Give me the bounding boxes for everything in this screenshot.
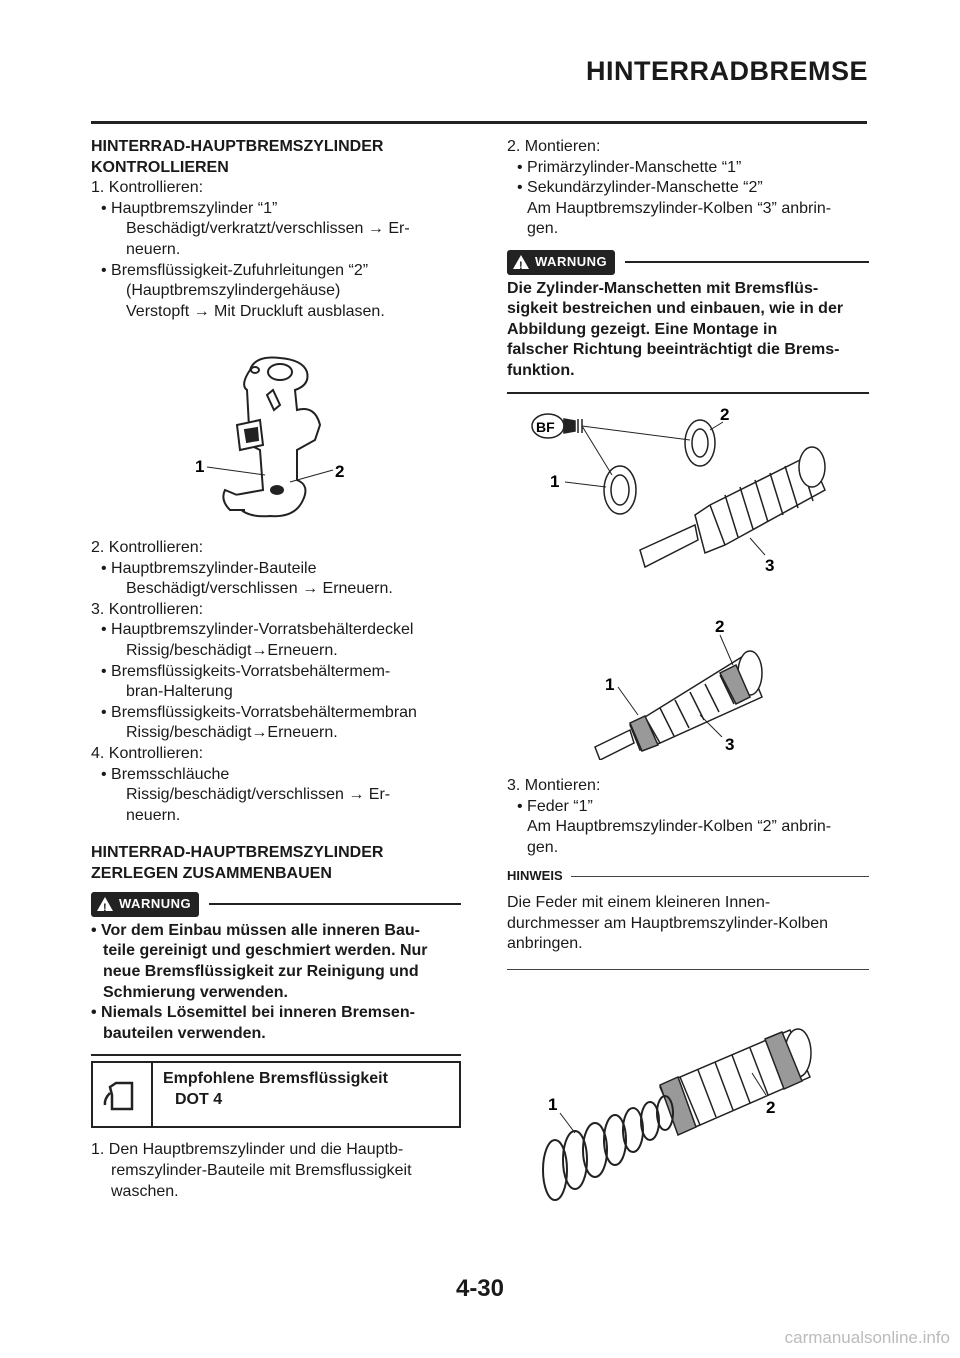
warning-line: teile gereinigt und geschmiert werden. Nur <box>103 942 428 960</box>
figure-label: 1 <box>550 472 560 491</box>
header-rule <box>91 121 867 124</box>
step: 3. Montieren: <box>507 777 601 794</box>
step: 1. Kontrollieren: <box>91 179 204 197</box>
text: Rissig/beschädigt/verschlissen → Er- <box>126 786 391 804</box>
warning-badge <box>91 892 199 917</box>
text: Beschädigt/verschlissen → Erneuern. <box>126 580 393 598</box>
figure-label: 2 <box>720 405 730 424</box>
text: gen. <box>527 838 559 856</box>
step: 2. Montieren: <box>507 138 601 155</box>
text: waschen. <box>111 1182 179 1200</box>
warning-line: neue Bremsflüssigkeit zur Reinigung und <box>103 962 419 980</box>
note-text <box>507 893 869 955</box>
section-heading: HINTERRAD-HAUPTBREMSZYLINDER <box>91 138 384 155</box>
text: remszylinder-Bauteile mit Bremsflussigkeit <box>111 1161 412 1179</box>
warning-icon: ! <box>513 255 529 269</box>
section-heading: HINTERRAD-HAUPTBREMSZYLINDER <box>91 844 384 861</box>
page-number: 4-30 <box>455 1275 505 1302</box>
warning-line: Die Zylinder-Manschetten mit Bremsflüs- <box>507 279 819 297</box>
text: Verstopft → Mit Druckluft ausblasen. <box>126 302 385 320</box>
note-line: durchmesser am Hauptbremszylinder-Kolben <box>507 914 829 932</box>
text: Rissig/beschädigt→Erneuern. <box>126 724 338 742</box>
bullet: • Bremsflüssigkeit-Zufuhrleitungen “2” <box>101 261 369 279</box>
warning-header <box>507 250 869 275</box>
piston-assembled-figure <box>590 615 790 760</box>
master-cylinder-figure <box>185 350 355 530</box>
text: neuern. <box>126 240 181 258</box>
text: neuern. <box>126 806 181 824</box>
text: Rissig/beschädigt→Erneuern. <box>126 641 338 659</box>
warning-line: • Vor dem Einbau müssen alle inneren Bau- <box>91 921 420 939</box>
oil-can-icon <box>93 1063 153 1126</box>
box-value: DOT 4 <box>175 1090 223 1108</box>
bullet: • Feder “1” <box>517 797 593 815</box>
figure-label: 1 <box>605 675 615 694</box>
section-heading: ZERLEGEN ZUSAMMENBAUEN <box>91 864 332 882</box>
step: 4. Kontrollieren: <box>91 744 204 762</box>
right-column <box>507 137 869 394</box>
bullet: • Hauptbremszylinder-Vorratsbehälterdeckel <box>101 621 414 639</box>
text: Beschädigt/verkratzt/verschlissen → Er- <box>126 220 410 238</box>
bullet: • Primärzylinder-Manschette “1” <box>517 158 742 176</box>
page-title: HINTERRADBREMSE <box>585 56 868 86</box>
warning-label: WARNUNG <box>119 896 192 912</box>
text: Am Hauptbremszylinder-Kolben “3” anbrin- <box>527 199 832 217</box>
warning-text <box>91 921 461 1045</box>
bullet: • Bremsflüssigkeits-Vorratsbehältermembran <box>101 703 417 721</box>
box-title: Empfohlene Bremsflüssigkeit <box>163 1070 388 1088</box>
step: 2. Kontrollieren: <box>91 539 204 556</box>
warning-rule <box>625 261 869 263</box>
warning-end-rule <box>91 1054 461 1056</box>
note-label: HINWEIS <box>507 868 563 884</box>
warning-line: falscher Richtung beeinträchtigt die Brems- <box>507 341 840 359</box>
figure-label: 1 <box>195 457 205 476</box>
section-heading: KONTROLLIEREN <box>91 158 229 176</box>
warning-text <box>507 279 869 382</box>
note-end-rule <box>507 969 869 970</box>
figure-label: 2 <box>766 1098 776 1117</box>
bullet: • Sekundärzylinder-Manschette “2” <box>517 179 763 197</box>
warning-icon: ! <box>97 897 113 911</box>
recommended-fluid-box <box>91 1061 461 1128</box>
text: gen. <box>527 220 559 238</box>
warning-line: sigkeit bestreichen und einbauen, wie in der <box>507 300 844 318</box>
watermark: carmanualsonline.info <box>784 1328 950 1347</box>
warning-line: Abbildung gezeigt. Eine Montage in <box>507 320 778 338</box>
warning-line: • Niemals Lösemittel bei inneren Bremsen- <box>91 1004 415 1022</box>
warning-header <box>91 892 461 917</box>
figure-label: 1 <box>548 1095 558 1114</box>
figure-label: 3 <box>725 735 735 754</box>
piston-cups-figure <box>520 395 865 595</box>
note-header <box>507 866 869 887</box>
warning-end-rule <box>507 392 869 394</box>
bullet: • Hauptbremszylinder “1” <box>101 199 278 217</box>
note-line: anbringen. <box>507 935 583 953</box>
bf-symbol-text: BF <box>536 419 555 435</box>
figure-label: 3 <box>765 556 775 575</box>
step: 3. Kontrollieren: <box>91 600 204 618</box>
warning-line: funktion. <box>507 361 575 379</box>
warning-rule <box>209 903 461 905</box>
note-line: Die Feder mit einem kleineren Innen- <box>507 893 771 911</box>
warning-label: WARNUNG <box>535 253 608 269</box>
warning-line: Schmierung verwenden. <box>103 983 288 1001</box>
left-section-2 <box>91 843 461 1202</box>
bullet: • Hauptbremszylinder-Bauteile <box>101 559 317 577</box>
text: bran-Halterung <box>126 683 233 701</box>
note-rule <box>571 876 869 877</box>
figure-label: 2 <box>335 462 345 481</box>
step: 1. Den Hauptbremszylinder und die Hauptb- <box>91 1141 404 1159</box>
text: (Hauptbremszylindergehäuse) <box>126 282 341 300</box>
bullet: • Bremsschläuche <box>101 765 230 783</box>
text: Am Hauptbremszylinder-Kolben “2” anbrin- <box>527 818 832 836</box>
left-column <box>91 137 461 322</box>
warning-badge <box>507 250 615 275</box>
piston-spring-figure <box>520 1015 820 1215</box>
right-column-step3 <box>507 776 869 970</box>
left-column-steps <box>91 538 461 826</box>
bullet: • Bremsflüssigkeits-Vorratsbehältermem- <box>101 662 391 680</box>
warning-line: bauteilen verwenden. <box>103 1024 266 1042</box>
figure-label: 2 <box>715 617 725 636</box>
